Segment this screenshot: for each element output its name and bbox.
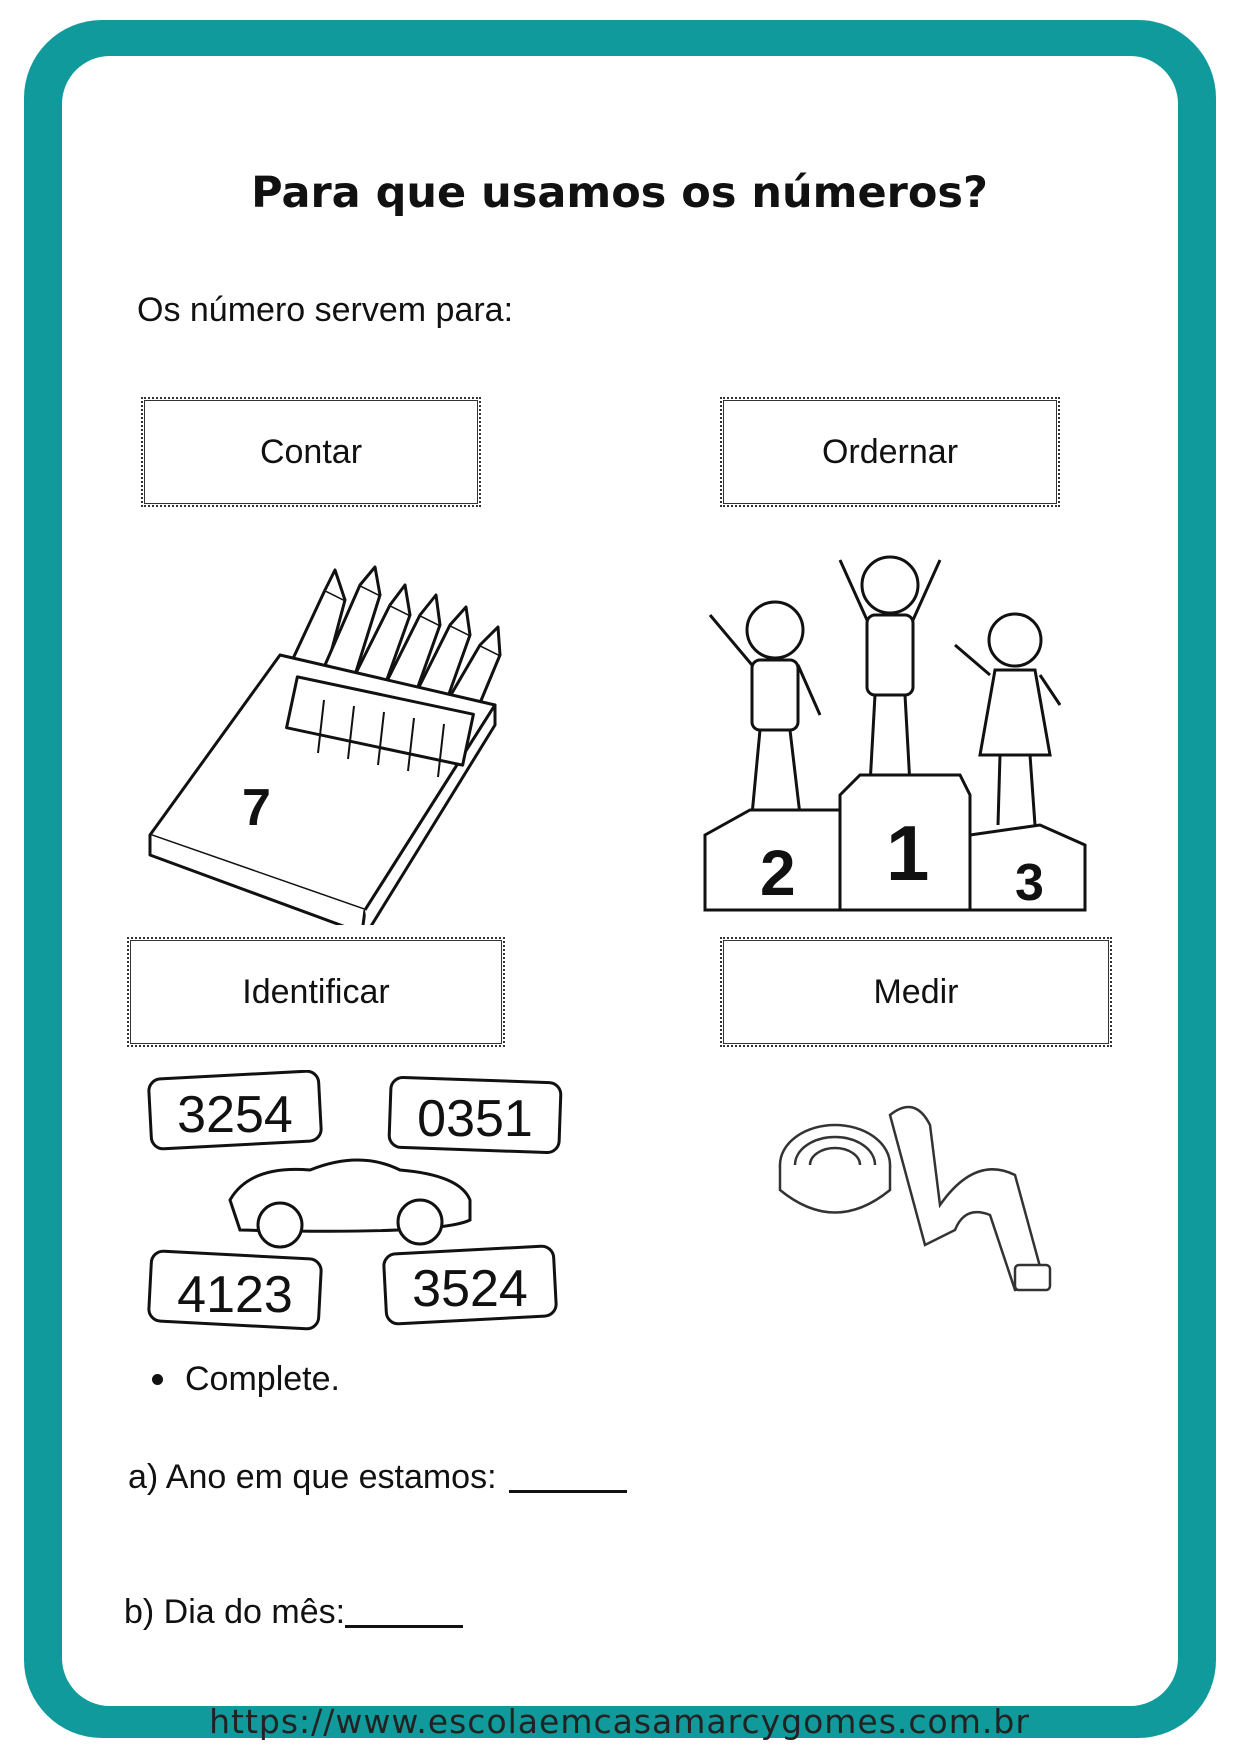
podium-illustration bbox=[690, 535, 1100, 915]
label-box-measure bbox=[720, 937, 1112, 1047]
plate-4-text: 3524 bbox=[412, 1260, 528, 1318]
podium-place-second: 2 bbox=[760, 837, 796, 909]
plate-3-text: 4123 bbox=[177, 1266, 293, 1324]
bullet-text: Complete. bbox=[185, 1360, 340, 1398]
plate-1-text: 3254 bbox=[177, 1086, 293, 1144]
plate-2-text: 0351 bbox=[417, 1090, 533, 1148]
label-box-identify bbox=[127, 937, 505, 1047]
label-measure: Medir bbox=[873, 972, 959, 1011]
footer-url[interactable]: https://www.escolaemcasamarcygomes.com.br bbox=[209, 1702, 1030, 1741]
crayon-box-number: 7 bbox=[242, 779, 271, 837]
intro-text: Os número servem para: bbox=[137, 291, 514, 329]
measuring-tape-illustration bbox=[775, 1095, 1075, 1305]
label-box-order bbox=[720, 397, 1060, 507]
label-count: Contar bbox=[259, 432, 363, 471]
label-box-count bbox=[141, 397, 481, 507]
question-a-text: a) Ano em que estamos: bbox=[128, 1458, 497, 1496]
crayon-box-illustration bbox=[140, 565, 540, 925]
podium-place-third: 3 bbox=[1015, 854, 1044, 912]
complete-bullet bbox=[152, 1360, 340, 1399]
question-b-blank[interactable] bbox=[345, 1625, 463, 1628]
question-b-text: b) Dia do mês: bbox=[124, 1593, 346, 1631]
label-order: Ordernar bbox=[821, 432, 959, 471]
question-a-blank[interactable] bbox=[509, 1490, 627, 1493]
bullet-dot-icon bbox=[152, 1374, 163, 1385]
page-title: Para que usamos os números? bbox=[251, 168, 988, 218]
question-a bbox=[128, 1458, 627, 1497]
license-plates-illustration bbox=[140, 1070, 580, 1340]
question-b bbox=[124, 1593, 463, 1632]
podium-place-first: 1 bbox=[886, 809, 930, 897]
label-identify: Identificar bbox=[242, 972, 390, 1011]
